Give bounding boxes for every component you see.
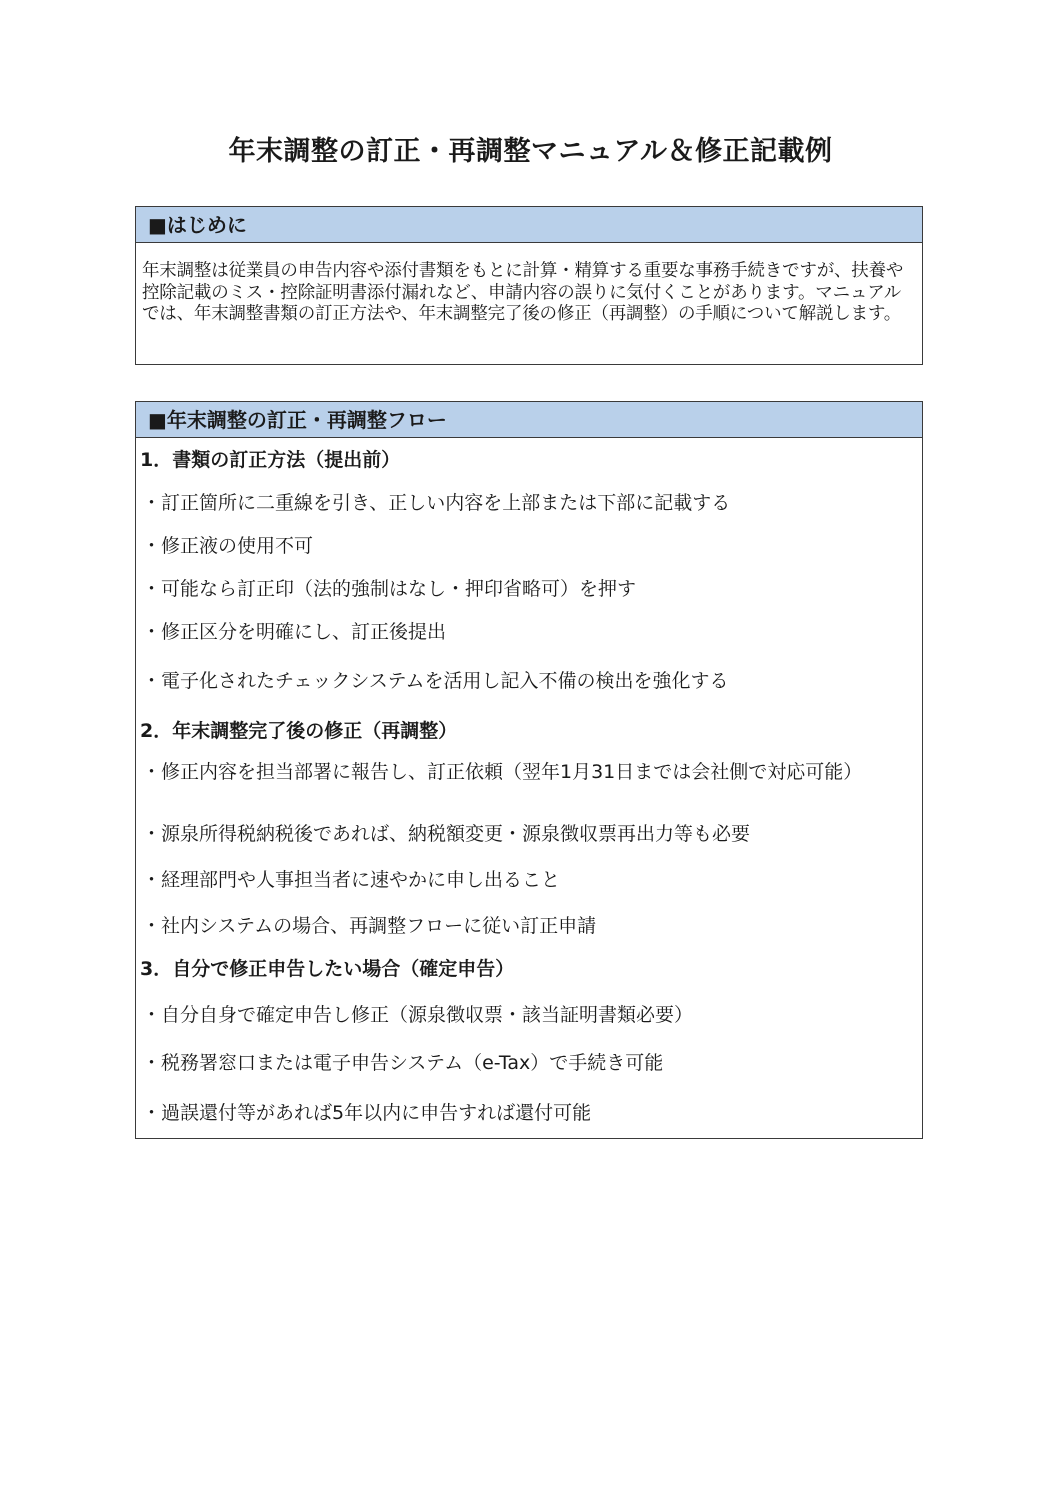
intro-header: ■はじめに [136, 207, 922, 243]
list-item: ・修正液の使用不可 [142, 535, 314, 557]
list-item: ・修正内容を担当部署に報告し、訂正依頼（翌年1月31日までは会社側で対応可能） [142, 761, 863, 783]
list-item: ・過誤還付等があれば5年以内に申告すれば還付可能 [142, 1102, 592, 1124]
list-item: ・社内システムの場合、再調整フローに従い訂正申請 [142, 915, 597, 937]
section-heading-3: 3．自分で修正申告したい場合（確定申告） [140, 958, 515, 980]
intro-text: 年末調整は従業員の申告内容や添付書類をもとに計算・精算する重要な事務手続きですが、扶養や控除記載のミス・控除証明書添付漏れなど、申請内容の誤りに気付くことがあります。マニュアルでは、年末調整書類の訂正方法や、年末調整完了後の修正（再調整）の手順について解説します。 [142, 261, 904, 324]
page-title: 年末調整の訂正・再調整マニュアル＆修正記載例 [228, 136, 833, 167]
list-item: ・可能なら訂正印（法的強制はなし・押印省略可）を押す [142, 578, 637, 600]
list-item: ・経理部門や人事担当者に速やかに申し出ること [142, 869, 561, 891]
list-item: ・電子化されたチェックシステムを活用し記入不備の検出を強化する [142, 670, 729, 692]
list-item: ・訂正箇所に二重線を引き、正しい内容を上部または下部に記載する [142, 492, 731, 514]
section-heading-2: 2．年末調整完了後の修正（再調整） [140, 720, 458, 742]
section-heading-1: 1．書類の訂正方法（提出前） [140, 449, 401, 471]
list-item: ・自分自身で確定申告し修正（源泉徴収票・該当証明書類必要） [142, 1004, 694, 1026]
intro-section [135, 206, 923, 365]
list-item: ・修正区分を明確にし、訂正後提出 [142, 621, 447, 643]
flow-header: ■年末調整の訂正・再調整フロー [136, 402, 922, 438]
list-item: ・源泉所得税納税後であれば、納税額変更・源泉徴収票再出力等も必要 [142, 823, 751, 845]
list-item: ・税務署窓口または電子申告システム（e-Tax）で手続き可能 [142, 1052, 664, 1074]
flow-section [135, 401, 923, 1139]
